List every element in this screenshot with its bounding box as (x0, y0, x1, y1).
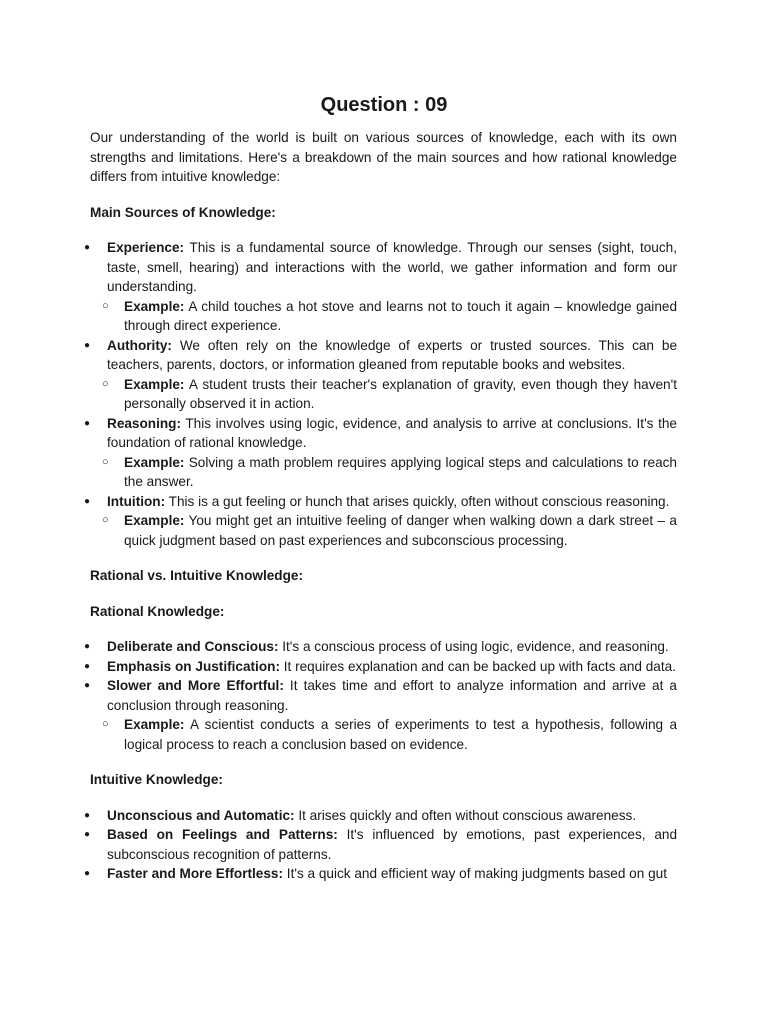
example-text: A student trusts their teacher's explanation of gravity, even though they haven't personally observed it in action. (124, 376, 677, 411)
item-text: It arises quickly and often without conscious awareness. (294, 807, 637, 823)
item-text: This is a gut feeling or hunch that arises quickly, often without conscious reasoning. (165, 493, 670, 509)
list-item (90, 238, 677, 336)
example-text: You might get an intuitive feeling of danger when walking down a dark street – a quick judgment based on past experiences and subconscious processing. (124, 513, 677, 548)
item-text: It's influenced by emotions, past experiences, and subconscious recognition of patterns. (107, 827, 678, 862)
rational-heading: Rational Knowledge: (90, 603, 225, 619)
example-item (107, 453, 677, 492)
item-term: Authority: (107, 337, 172, 353)
item-text: It takes time and effort to analyze information and arrive at a conclusion through reasoning. (107, 678, 677, 713)
list-item (90, 806, 677, 826)
list-item (90, 336, 677, 414)
intuitive-list (90, 806, 677, 884)
example-text: Solving a math problem requires applying logical steps and calculations to reach the answer. (124, 454, 677, 489)
item-term: Based on Feelings and Patterns: (107, 827, 338, 842)
rational-list (90, 637, 677, 754)
item-term: Experience: (107, 240, 185, 255)
item-text: This is a fundamental source of knowledge. Through our senses (sight, touch, taste, smell, hearing) and interactions with the world, we gather information and form our understanding. (107, 240, 677, 294)
example-list (107, 453, 677, 492)
item-term: Deliberate and Conscious: (107, 639, 279, 654)
example-item (107, 297, 677, 336)
example-list (107, 511, 677, 550)
item-text: We often rely on the knowledge of experts or trusted sources. This can be teachers, parents, doctors, or information gleaned from reputable books and websites. (107, 337, 677, 372)
example-list (107, 297, 677, 336)
example-label: Example: (124, 376, 185, 392)
example-item (107, 715, 677, 754)
main-sources-heading: Main Sources of Knowledge: (90, 204, 276, 220)
comparison-heading: Rational vs. Intuitive Knowledge: (90, 568, 303, 583)
list-item (90, 492, 677, 551)
item-text: This involves using logic, evidence, and analysis to arrive at conclusions. It's the foundation of rational knowledge. (107, 415, 677, 450)
list-item (90, 657, 677, 677)
item-term: Reasoning: (107, 415, 182, 431)
example-item (107, 511, 677, 550)
item-term: Intuition: (107, 493, 166, 509)
document-body (90, 128, 677, 884)
item-term: Unconscious and Automatic: (107, 807, 295, 823)
item-term: Slower and More Effortful: (107, 678, 284, 693)
example-item (107, 375, 677, 414)
example-list (107, 715, 677, 754)
example-label: Example: (124, 298, 185, 314)
example-text: A child touches a hot stove and learns not to touch it again – knowledge gained through direct experience. (124, 298, 677, 333)
example-label: Example: (124, 717, 185, 732)
list-item (90, 825, 677, 864)
intuitive-heading: Intuitive Knowledge: (90, 772, 223, 787)
item-text: It's a quick and efficient way of making judgments based on gut (283, 866, 667, 881)
main-sources-list (90, 238, 677, 550)
list-item (90, 414, 677, 492)
item-term: Faster and More Effortless: (107, 866, 284, 881)
item-term: Emphasis on Justification: (107, 658, 280, 674)
list-item (90, 676, 677, 754)
page-title: Question : 09 (320, 94, 448, 116)
list-item (90, 637, 677, 657)
item-text: It's a conscious process of using logic, evidence, and reasoning. (278, 639, 669, 654)
example-text: A scientist conducts a series of experiments to test a hypothesis, following a logical process to reach a conclusion based on evidence. (124, 717, 677, 752)
item-text: It requires explanation and can be backed up with facts and data. (279, 658, 676, 674)
list-item (90, 864, 677, 884)
example-list (107, 375, 677, 414)
intro-paragraph: Our understanding of the world is built on various sources of knowledge, each with its own strengths and limitations. Here's a breakdown of the main sources and how rational knowledge differs from intuitive knowledge: (90, 130, 677, 184)
example-label: Example: (124, 454, 185, 470)
example-label: Example: (124, 513, 185, 528)
